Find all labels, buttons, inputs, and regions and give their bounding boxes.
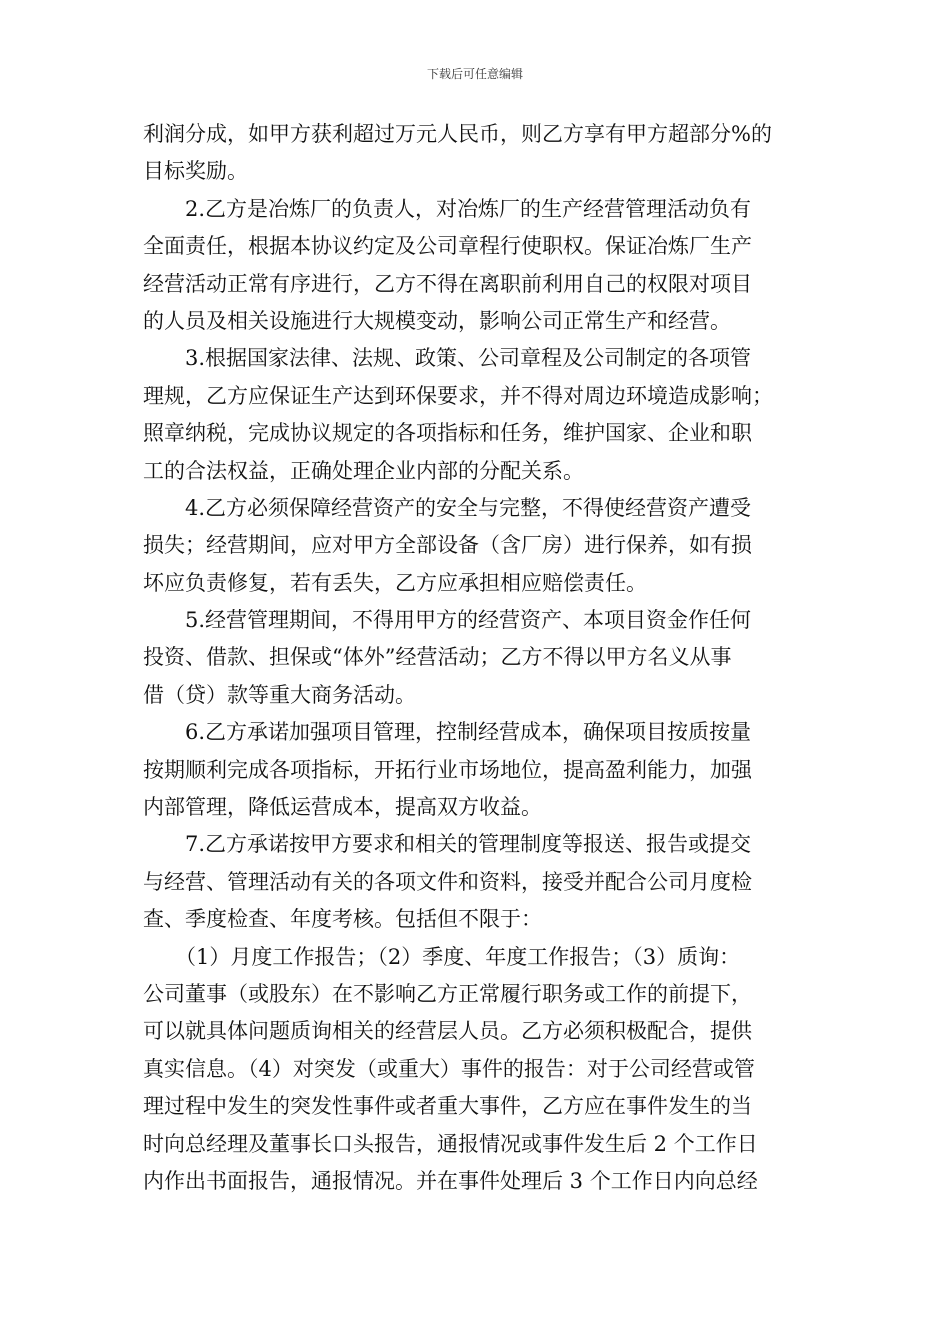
text-line: 7.乙方承诺按甲方要求和相关的管理制度等报送、报告或提交 (185, 832, 752, 857)
text-line: 坏应负责修复，若有丢失，乙方应承担相应赔偿责任。 (143, 570, 647, 595)
text-line: 照章纳税，完成协议规定的各项指标和任务，维护国家、企业和职 (143, 421, 752, 446)
text-line: 经营活动正常有序进行，乙方不得在离职前利用自己的权限对项目 (143, 271, 752, 296)
text-line: 3.根据国家法律、法规、政策、公司章程及公司制定的各项管 (185, 346, 752, 371)
text-line: 工的合法权益，正确处理企业内部的分配关系。 (143, 458, 584, 483)
text-line: 投资、借款、担保或“体外”经营活动；乙方不得以甲方名义从事 (143, 645, 732, 670)
text-line: 按期顺利完成各项指标，开拓行业市场地位，提高盈利能力，加强 (143, 757, 752, 782)
text-line: 目标奖励。 (143, 159, 248, 184)
text-line: 与经营、管理活动有关的各项文件和资料，接受并配合公司月度检 (143, 869, 752, 894)
text-line: 2.乙方是冶炼厂的负责人，对冶炼厂的生产经营管理活动负有 (185, 196, 752, 221)
text-line: 查、季度检查、年度考核。包括但不限于： (143, 907, 542, 932)
text-line: 理规，乙方应保证生产达到环保要求，并不得对周边环境造成影响； (143, 383, 773, 408)
text-line: （1）月度工作报告；（2）季度、年度工作报告；（3）质询： (175, 944, 741, 969)
text-line: 全面责任，根据本协议约定及公司章程行使职权。保证冶炼厂生产 (143, 234, 752, 259)
text-line: 6.乙方承诺加强项目管理，控制经营成本，确保项目按质按量 (185, 720, 752, 745)
text-line: 内部管理，降低运营成本，提高双方收益。 (143, 795, 542, 820)
text-line: 理过程中发生的突发性事件或者重大事件，乙方应在事件发生的当 (143, 1094, 752, 1119)
page-header: 下载后可任意编辑 (426, 67, 523, 81)
text-line: 损失；经营期间，应对甲方全部设备（含厂房）进行保养，如有损 (143, 533, 752, 558)
text-line: 5.经营管理期间，不得用甲方的经营资产、本项目资金作任何 (185, 608, 752, 633)
text-line: 借（贷）款等重大商务活动。 (143, 682, 416, 707)
text-line: 公司董事（或股东）在不影响乙方正常履行职务或工作的前提下， (143, 981, 752, 1006)
text-line: 时向总经理及董事长口头报告，通报情况或事件发生后 2 个工作日 (143, 1131, 758, 1156)
text-line: 真实信息。（4）对突发（或重大）事件的报告：对于公司经营或管 (143, 1056, 755, 1081)
text-line: 的人员及相关设施进行大规模变动，影响公司正常生产和经营。 (143, 308, 731, 333)
text-line: 可以就具体问题质询相关的经营层人员。乙方必须积极配合，提供 (143, 1019, 752, 1044)
text-line: 利润分成，如甲方获利超过万元人民币，则乙方享有甲方超部分%的 (143, 122, 772, 146)
text-line: 4.乙方必须保障经营资产的安全与完整，不得使经营资产遭受 (185, 495, 752, 520)
document-body (143, 116, 808, 1200)
text-line: 内作出书面报告，通报情况。并在事件处理后 3 个工作日内向总经 (143, 1168, 758, 1193)
